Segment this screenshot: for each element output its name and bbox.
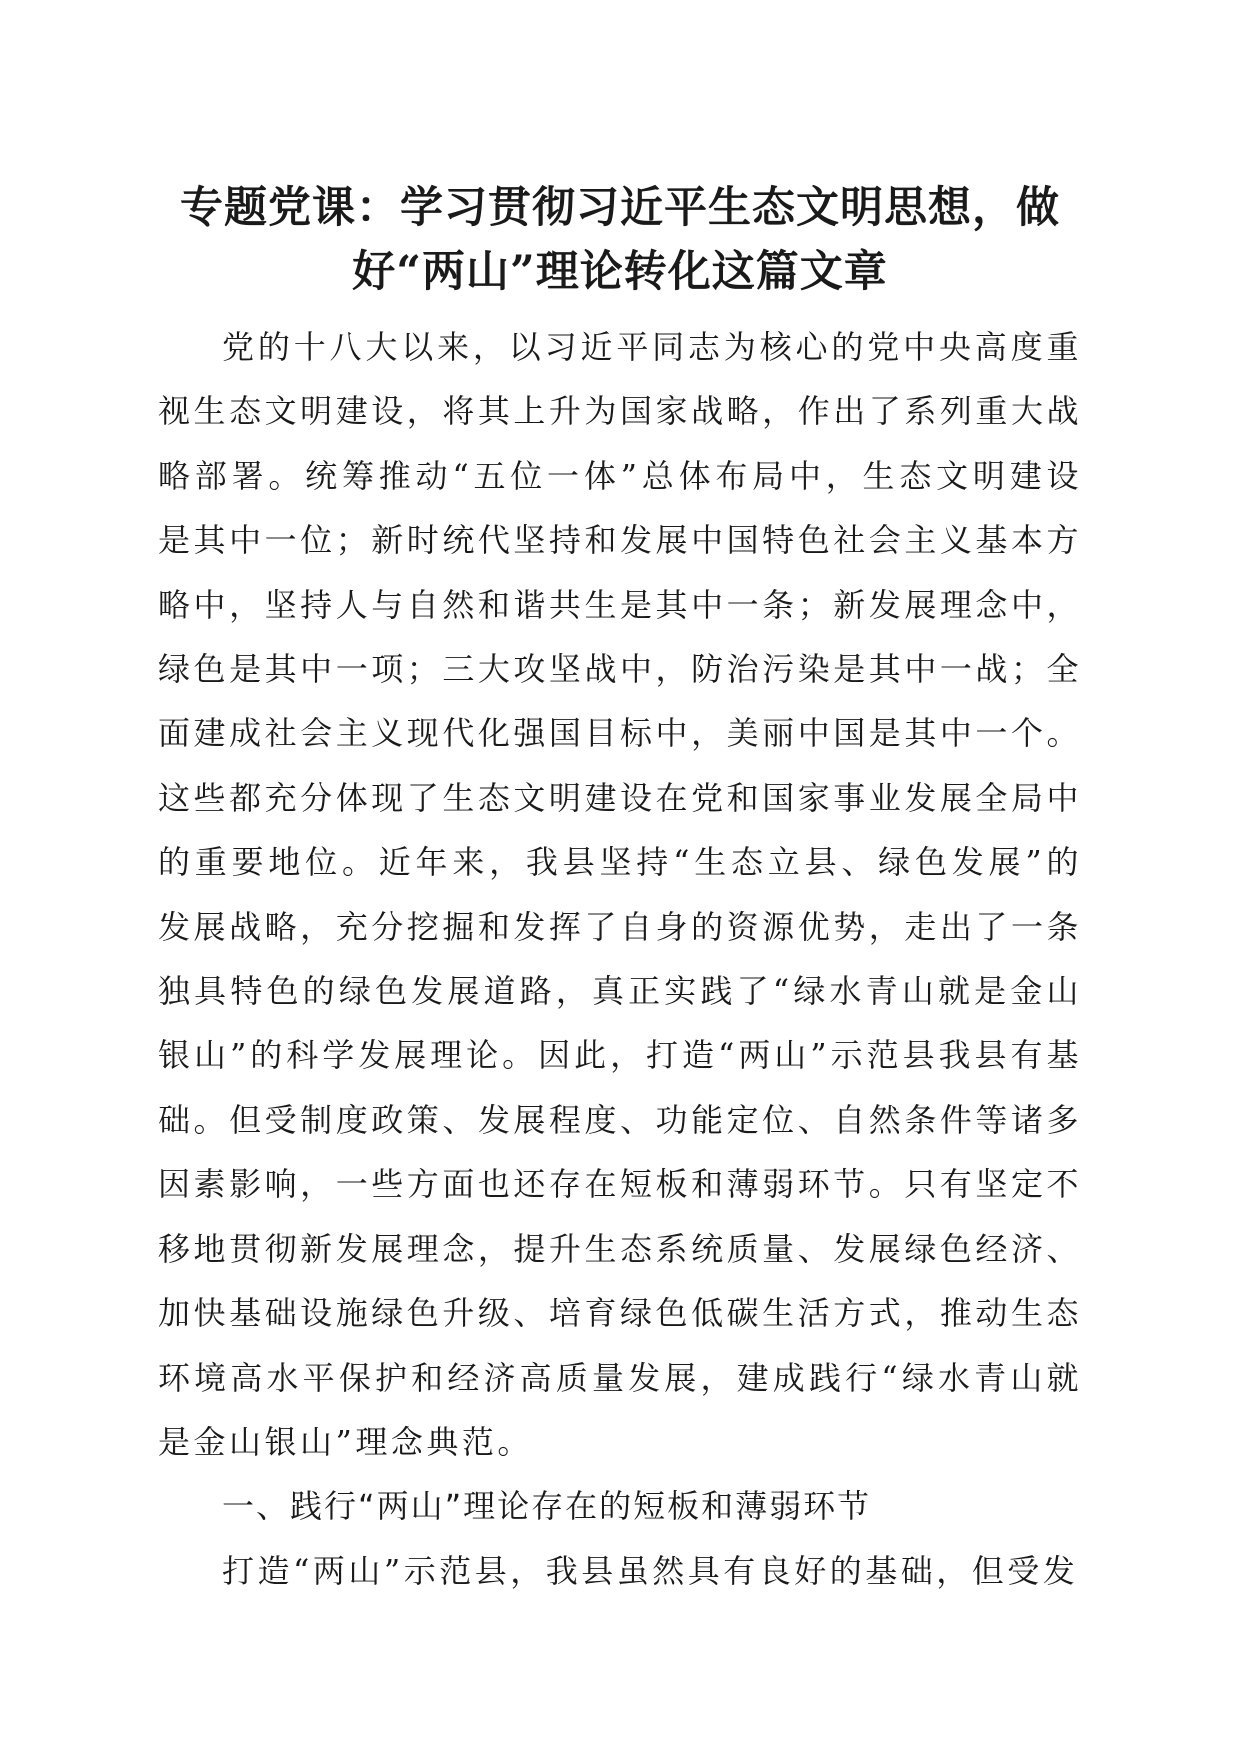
section-heading: 一、践行“两山”理论存在的短板和薄弱环节 <box>222 1487 872 1526</box>
intro-paragraph: 党的十八大以来，以习近平同志为核心的党中央高度重视生态文明建设，将其上升为国家战略，作出了系列重大战略部署。统筹推动“五位一体”总体布局中，生态文明建设是其中一位；新时统代坚持和发展中国特色社会主义基本方略中，坚持人与自然和谐共生是其中一条；新发展理念中，绿色是其中一项；三大攻坚战中，防治污染是其中一战；全面建成社会主义现代化强国目标中，美丽中国是其中一个。这些都充分体现了生态文明建设在党和国家事业发展全局中的重要地位。近年来，我县坚持“生态立县、绿色发展”的发展战略，充分挖掘和发挥了自身的资源优势，走出了一条独具特色的绿色发展道路，真正实践了“绿水青山就是金山银山”的科学发展理论。因此，打造“两山”示范县我县有基础。但受制度政策、发展程度、功能定位、自然条件等诸多因素影响，一些方面也还存在短板和薄弱环节。只有坚定不移地贯彻新发展理念，提升生态系统质量、发展绿色经济、加快基础设施绿色升级、培育绿色低碳生活方式，推动生态环境高水平保护和经济高质量发展，建成践行“绿水青山就是金山银山”理念典范。 <box>158 328 1082 1461</box>
section-paragraph: 打造“两山”示范县，我县虽然具有良好的基础，但受发 <box>222 1551 1079 1590</box>
document-title: 专题党课：学习贯彻习近平生态文明思想，做好“两山”理论转化这篇文章 <box>180 183 1060 297</box>
document-body <box>158 315 1082 1603</box>
